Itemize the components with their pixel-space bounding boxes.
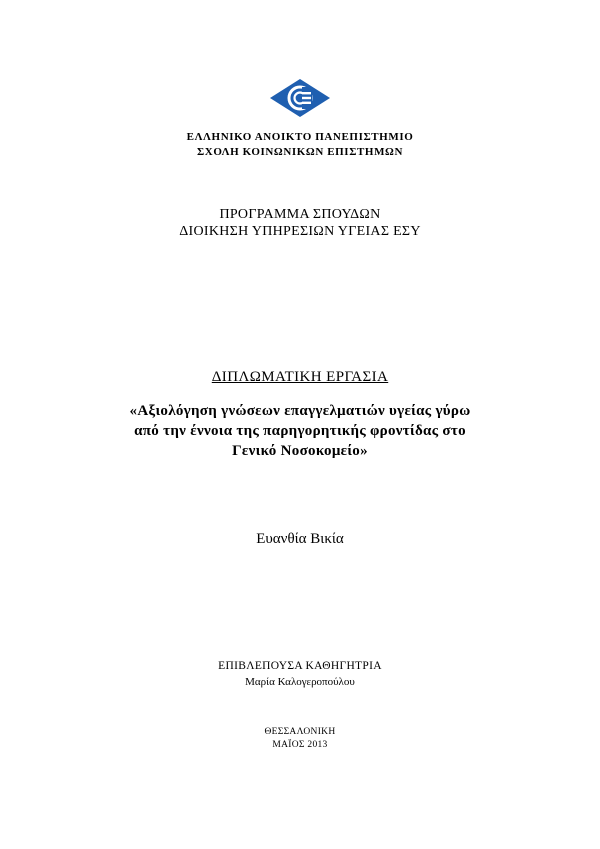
- supervisor-label: ΕΠΙΒΛΕΠΟΥΣΑ ΚΑΘΗΓΗΤΡΙΑ: [218, 660, 382, 672]
- thesis-title-line-1: «Αξιολόγηση γνώσεων επαγγελματιών υγείας γύρω: [129, 403, 471, 419]
- thesis-title-line-2: από την έννοια της παρηγορητικής φροντίδας στο: [134, 423, 466, 439]
- program-name: ΔΙΟΙΚΗΣΗ ΥΠΗΡΕΣΙΩΝ ΥΓΕΙΑΣ ΕΣΥ: [179, 224, 421, 239]
- supervisor-name: Μαρία Καλογεροπούλου: [245, 676, 355, 688]
- date: ΜΑΪΟΣ 2013: [272, 740, 328, 750]
- place: ΘΕΣΣΑΛΟΝΙΚΗ: [264, 727, 336, 737]
- program-label: ΠΡΟΓΡΑΜΜΑ ΣΠΟΥΔΩΝ: [219, 207, 381, 222]
- school-name: ΣΧΟΛΗ ΚΟΙΝΩΝΙΚΩΝ ΕΠΙΣΤΗΜΩΝ: [196, 146, 404, 158]
- author-name: Ευανθία Βικία: [256, 531, 344, 547]
- document-type-heading: ΔΙΠΛΩΜΑΤΙΚΗ ΕΡΓΑΣΙΑ: [211, 369, 389, 385]
- university-logo-icon: [269, 78, 331, 118]
- institution-name: ΕΛΛΗΝΙΚΟ ΑΝΟΙΚΤΟ ΠΑΝΕΠΙΣΤΗΜΙΟ: [186, 131, 414, 143]
- thesis-title-line-3: Γενικό Νοσοκομείο»: [232, 443, 368, 459]
